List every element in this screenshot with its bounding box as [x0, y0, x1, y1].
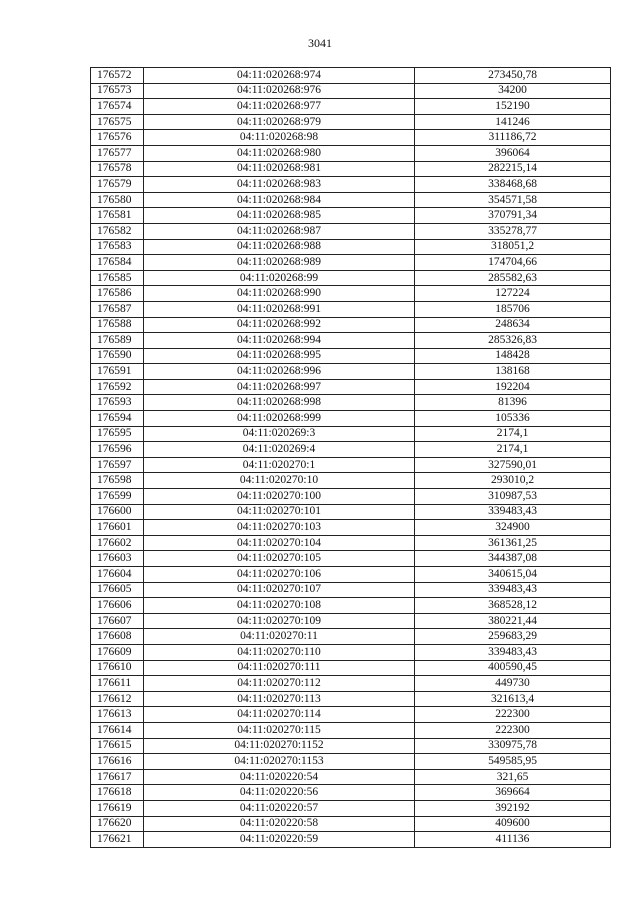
cadastral-number-cell: 04:11:020270:109	[144, 613, 415, 629]
value-cell: 321613,4	[415, 691, 611, 707]
row-number-cell: 176590	[91, 348, 144, 364]
cadastral-number-cell: 04:11:020270:1153	[144, 754, 415, 770]
cadastral-number-cell: 04:11:020268:976	[144, 83, 415, 99]
value-cell: 549585,95	[415, 754, 611, 770]
value-cell: 392192	[415, 800, 611, 816]
table-row	[91, 411, 611, 427]
cadastral-number-cell: 04:11:020268:979	[144, 114, 415, 130]
cadastral-number-cell: 04:11:020270:112	[144, 676, 415, 692]
cadastral-number-cell: 04:11:020268:996	[144, 364, 415, 380]
table-row	[91, 660, 611, 676]
value-cell: 105336	[415, 411, 611, 427]
cadastral-number-cell: 04:11:020270:111	[144, 660, 415, 676]
cadastral-value-table	[90, 67, 611, 848]
table-row	[91, 582, 611, 598]
row-number-cell: 176603	[91, 551, 144, 567]
value-cell: 396064	[415, 145, 611, 161]
table-row	[91, 395, 611, 411]
value-cell: 310987,53	[415, 489, 611, 505]
table-row	[91, 68, 611, 84]
table-row	[91, 239, 611, 255]
table-row	[91, 707, 611, 723]
table-row	[91, 722, 611, 738]
table-body	[91, 68, 611, 848]
table-row	[91, 676, 611, 692]
row-number-cell: 176613	[91, 707, 144, 723]
cadastral-number-cell: 04:11:020268:999	[144, 411, 415, 427]
table-row	[91, 130, 611, 146]
cadastral-number-cell: 04:11:020220:56	[144, 785, 415, 801]
table-row	[91, 177, 611, 193]
table-row	[91, 754, 611, 770]
cadastral-number-cell: 04:11:020270:1152	[144, 738, 415, 754]
row-number-cell: 176618	[91, 785, 144, 801]
value-cell: 152190	[415, 99, 611, 115]
cadastral-number-cell: 04:11:020269:3	[144, 426, 415, 442]
table-row	[91, 473, 611, 489]
value-cell: 338468,68	[415, 177, 611, 193]
table-row	[91, 192, 611, 208]
value-cell: 361361,25	[415, 535, 611, 551]
value-cell: 141246	[415, 114, 611, 130]
row-number-cell: 176621	[91, 832, 144, 848]
row-number-cell: 176579	[91, 177, 144, 193]
row-number-cell: 176588	[91, 317, 144, 333]
cadastral-number-cell: 04:11:020268:995	[144, 348, 415, 364]
value-cell: 148428	[415, 348, 611, 364]
row-number-cell: 176606	[91, 598, 144, 614]
value-cell: 127224	[415, 286, 611, 302]
cadastral-number-cell: 04:11:020268:99	[144, 270, 415, 286]
cadastral-number-cell: 04:11:020268:980	[144, 145, 415, 161]
cadastral-number-cell: 04:11:020268:98	[144, 130, 415, 146]
cadastral-number-cell: 04:11:020268:974	[144, 68, 415, 84]
table-row	[91, 348, 611, 364]
table-row	[91, 644, 611, 660]
table-row	[91, 442, 611, 458]
value-cell: 368528,12	[415, 598, 611, 614]
row-number-cell: 176596	[91, 442, 144, 458]
table-row	[91, 223, 611, 239]
value-cell: 174704,66	[415, 255, 611, 271]
table-row	[91, 83, 611, 99]
value-cell: 370791,34	[415, 208, 611, 224]
table-row	[91, 145, 611, 161]
cadastral-number-cell: 04:11:020268:998	[144, 395, 415, 411]
value-cell: 409600	[415, 816, 611, 832]
value-cell: 400590,45	[415, 660, 611, 676]
row-number-cell: 176599	[91, 489, 144, 505]
value-cell: 81396	[415, 395, 611, 411]
cadastral-number-cell: 04:11:020270:108	[144, 598, 415, 614]
row-number-cell: 176607	[91, 613, 144, 629]
table-row	[91, 317, 611, 333]
value-cell: 339483,43	[415, 582, 611, 598]
cadastral-number-cell: 04:11:020270:11	[144, 629, 415, 645]
table-row	[91, 613, 611, 629]
row-number-cell: 176573	[91, 83, 144, 99]
row-number-cell: 176611	[91, 676, 144, 692]
row-number-cell: 176585	[91, 270, 144, 286]
cadastral-number-cell: 04:11:020270:10	[144, 473, 415, 489]
row-number-cell: 176620	[91, 816, 144, 832]
table-row	[91, 520, 611, 536]
value-cell: 330975,78	[415, 738, 611, 754]
value-cell: 411136	[415, 832, 611, 848]
value-cell: 192204	[415, 379, 611, 395]
cadastral-number-cell: 04:11:020268:981	[144, 161, 415, 177]
value-cell: 293010,2	[415, 473, 611, 489]
value-cell: 285582,63	[415, 270, 611, 286]
row-number-cell: 176584	[91, 255, 144, 271]
table-row	[91, 504, 611, 520]
table-row	[91, 832, 611, 848]
page-number: 3041	[308, 36, 332, 50]
cadastral-number-cell: 04:11:020220:58	[144, 816, 415, 832]
cadastral-number-cell: 04:11:020270:115	[144, 722, 415, 738]
value-cell: 138168	[415, 364, 611, 380]
cadastral-number-cell: 04:11:020268:994	[144, 333, 415, 349]
value-cell: 324900	[415, 520, 611, 536]
cadastral-number-cell: 04:11:020268:977	[144, 99, 415, 115]
table-row	[91, 629, 611, 645]
value-cell: 369664	[415, 785, 611, 801]
row-number-cell: 176591	[91, 364, 144, 380]
cadastral-number-cell: 04:11:020270:104	[144, 535, 415, 551]
table-row	[91, 800, 611, 816]
value-cell: 344387,08	[415, 551, 611, 567]
row-number-cell: 176587	[91, 301, 144, 317]
value-cell: 449730	[415, 676, 611, 692]
row-number-cell: 176576	[91, 130, 144, 146]
value-cell: 318051,2	[415, 239, 611, 255]
row-number-cell: 176592	[91, 379, 144, 395]
row-number-cell: 176597	[91, 457, 144, 473]
table-row	[91, 535, 611, 551]
cadastral-number-cell: 04:11:020270:107	[144, 582, 415, 598]
row-number-cell: 176575	[91, 114, 144, 130]
row-number-cell: 176593	[91, 395, 144, 411]
cadastral-number-cell: 04:11:020270:101	[144, 504, 415, 520]
value-cell: 339483,43	[415, 504, 611, 520]
row-number-cell: 176615	[91, 738, 144, 754]
table-row	[91, 255, 611, 271]
row-number-cell: 176577	[91, 145, 144, 161]
value-cell: 2174,1	[415, 442, 611, 458]
value-cell: 327590,01	[415, 457, 611, 473]
table-row	[91, 769, 611, 785]
value-cell: 248634	[415, 317, 611, 333]
cadastral-number-cell: 04:11:020268:997	[144, 379, 415, 395]
cadastral-number-cell: 04:11:020270:1	[144, 457, 415, 473]
cadastral-number-cell: 04:11:020270:103	[144, 520, 415, 536]
table-row	[91, 551, 611, 567]
value-cell: 339483,43	[415, 644, 611, 660]
table-row	[91, 598, 611, 614]
row-number-cell: 176578	[91, 161, 144, 177]
table-row	[91, 457, 611, 473]
table-row	[91, 161, 611, 177]
row-number-cell: 176594	[91, 411, 144, 427]
cadastral-number-cell: 04:11:020268:983	[144, 177, 415, 193]
row-number-cell: 176617	[91, 769, 144, 785]
row-number-cell: 176574	[91, 99, 144, 115]
cadastral-number-cell: 04:11:020269:4	[144, 442, 415, 458]
table-row	[91, 691, 611, 707]
value-cell: 321,65	[415, 769, 611, 785]
row-number-cell: 176595	[91, 426, 144, 442]
cadastral-number-cell: 04:11:020220:54	[144, 769, 415, 785]
cadastral-number-cell: 04:11:020268:992	[144, 317, 415, 333]
table-row	[91, 785, 611, 801]
cadastral-number-cell: 04:11:020270:106	[144, 567, 415, 583]
row-number-cell: 176614	[91, 722, 144, 738]
cadastral-number-cell: 04:11:020268:989	[144, 255, 415, 271]
cadastral-number-cell: 04:11:020268:990	[144, 286, 415, 302]
row-number-cell: 176612	[91, 691, 144, 707]
table-row	[91, 816, 611, 832]
table-row	[91, 738, 611, 754]
row-number-cell: 176619	[91, 800, 144, 816]
row-number-cell: 176580	[91, 192, 144, 208]
table-row	[91, 286, 611, 302]
value-cell: 285326,83	[415, 333, 611, 349]
row-number-cell: 176609	[91, 644, 144, 660]
row-number-cell: 176586	[91, 286, 144, 302]
cadastral-number-cell: 04:11:020268:988	[144, 239, 415, 255]
value-cell: 311186,72	[415, 130, 611, 146]
cadastral-number-cell: 04:11:020270:114	[144, 707, 415, 723]
row-number-cell: 176602	[91, 535, 144, 551]
table-row	[91, 301, 611, 317]
row-number-cell: 176582	[91, 223, 144, 239]
row-number-cell: 176583	[91, 239, 144, 255]
value-cell: 340615,04	[415, 567, 611, 583]
value-cell: 34200	[415, 83, 611, 99]
row-number-cell: 176616	[91, 754, 144, 770]
cadastral-number-cell: 04:11:020268:987	[144, 223, 415, 239]
value-cell: 282215,14	[415, 161, 611, 177]
row-number-cell: 176608	[91, 629, 144, 645]
table-row	[91, 270, 611, 286]
value-cell: 259683,29	[415, 629, 611, 645]
table-row	[91, 364, 611, 380]
value-cell: 185706	[415, 301, 611, 317]
value-cell: 222300	[415, 722, 611, 738]
row-number-cell: 176572	[91, 68, 144, 84]
row-number-cell: 176598	[91, 473, 144, 489]
table-row	[91, 379, 611, 395]
cadastral-number-cell: 04:11:020270:105	[144, 551, 415, 567]
value-cell: 335278,77	[415, 223, 611, 239]
table-row	[91, 426, 611, 442]
row-number-cell: 176610	[91, 660, 144, 676]
row-number-cell: 176589	[91, 333, 144, 349]
table-row	[91, 208, 611, 224]
table-row	[91, 114, 611, 130]
cadastral-number-cell: 04:11:020270:100	[144, 489, 415, 505]
value-cell: 222300	[415, 707, 611, 723]
cadastral-number-cell: 04:11:020270:110	[144, 644, 415, 660]
table-row	[91, 567, 611, 583]
value-cell: 273450,78	[415, 68, 611, 84]
cadastral-number-cell: 04:11:020220:57	[144, 800, 415, 816]
value-cell: 2174,1	[415, 426, 611, 442]
value-cell: 354571,58	[415, 192, 611, 208]
table-row	[91, 489, 611, 505]
row-number-cell: 176601	[91, 520, 144, 536]
row-number-cell: 176605	[91, 582, 144, 598]
cadastral-number-cell: 04:11:020270:113	[144, 691, 415, 707]
row-number-cell: 176604	[91, 567, 144, 583]
value-cell: 380221,44	[415, 613, 611, 629]
cadastral-number-cell: 04:11:020220:59	[144, 832, 415, 848]
cadastral-number-cell: 04:11:020268:991	[144, 301, 415, 317]
row-number-cell: 176600	[91, 504, 144, 520]
table-row	[91, 99, 611, 115]
table-row	[91, 333, 611, 349]
cadastral-number-cell: 04:11:020268:984	[144, 192, 415, 208]
cadastral-number-cell: 04:11:020268:985	[144, 208, 415, 224]
row-number-cell: 176581	[91, 208, 144, 224]
